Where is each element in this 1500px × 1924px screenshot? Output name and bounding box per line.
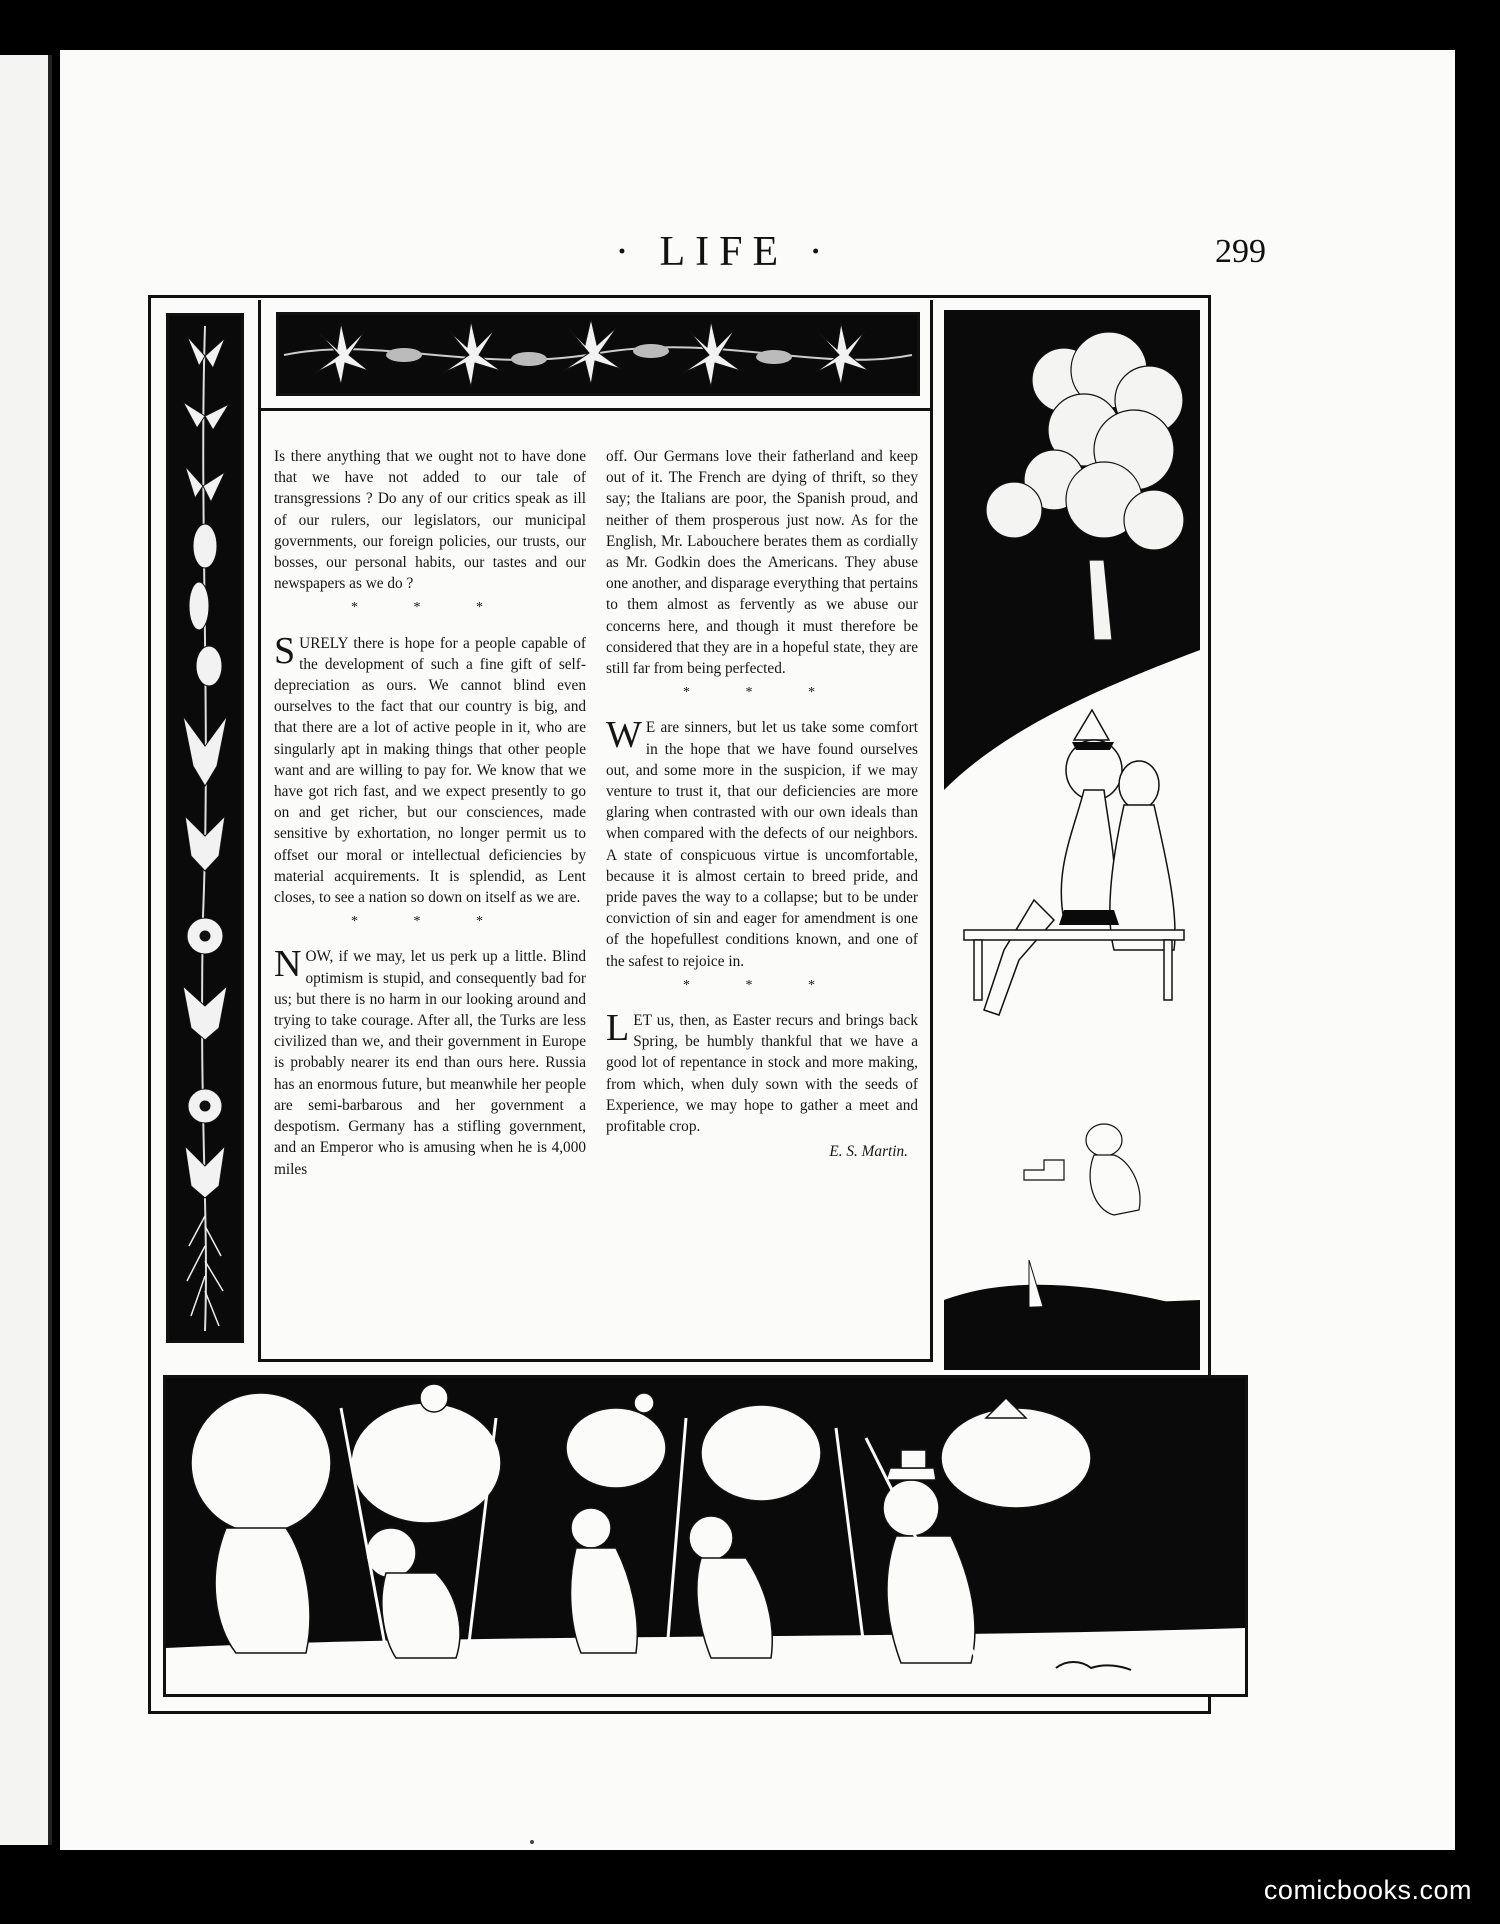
- page-speck: [530, 1840, 534, 1844]
- paragraph-text: Is there anything that we ought not to have done that we have not added to our tale of transgressions ? Do any of our critics speak as ill of our rulers, our legislators, our municipal governments, our foreign policies, our trusts, our bosses, our personal habits, our tastes and our newspapers as we do ?: [274, 448, 586, 593]
- drop-cap: W: [606, 714, 642, 757]
- marching-soldiers-with-packs-illustration: [163, 1375, 1248, 1697]
- marching-soldiers-icon: [166, 1378, 1245, 1694]
- paragraph-text: off. Our Germans love their fatherland and keep out of it. The French are dying of thrift, so they say; the Italians are poor, the Spanish proud, and neither of them prosperous just now. As for the English, Mr. Labouchere berates them as cordially as Mr. Godkin does the Americans. They abuse one another, and disparage everything that pertains to them almost as fervently as we abuse our concerns here, and though it must therefore be considered that they are in a hopeful state, they are still far from being perfected.: [606, 448, 918, 678]
- article-paragraph: [274, 629, 586, 909]
- article-paragraph: [274, 446, 586, 594]
- band-rule: [258, 408, 933, 411]
- lily-garland-icon: [279, 315, 917, 393]
- section-divider: * * *: [683, 685, 841, 701]
- section-divider: * * *: [351, 600, 509, 616]
- drop-cap: N: [274, 943, 302, 986]
- paragraph-text: ET us, then, as Easter recurs and brings back Spring, be humbly thankful that we have a good lot of repentance in stock and more making, from which, when duly sown with the seeds of Experience, we may hope to gather a meet and profitable crop.: [606, 1012, 918, 1136]
- article-paragraph: [606, 446, 918, 679]
- page-title: · LIFE ·: [615, 229, 833, 275]
- page-number: 299: [1215, 233, 1266, 270]
- drop-cap: L: [606, 1007, 630, 1050]
- article-paragraph: [606, 714, 918, 971]
- article-paragraph: [606, 1007, 918, 1137]
- paragraph-text: E are sinners, but let us take some comfort in the hope that we have found ourselves out, and some more in the suspicion, if we may venture to trust it, that our deficiencies are more glaring when contrasted with our own ideals than when compared with the defects of our neighbors. A state of conspicuous virtue is uncomfortable, because it is almost certain to breed pride, and pride paves the way to a collapse; but to be under conviction of sin and eager for amendment is one of the hopefullest conditions known, and one of the safest to rejoice in.: [606, 719, 918, 970]
- article-column-1: [274, 446, 586, 1180]
- section-divider: * * *: [683, 977, 841, 993]
- paragraph-text: OW, if we may, let us perk up a little. Blind optimism is stupid, and consequently bad for us; but there is no harm in our looking around and trying to take courage. After all, the Turks are less civilized than we, and their government in Europe is probably nearer its end than ours here. Russia has an enormous future, but meanwhile her people are semi-barbarous and her government a despotism. Germany has a stifling government, and an Emperor who is amusing when he is 4,000 miles: [274, 948, 586, 1178]
- lily-vine-icon: [169, 316, 241, 1340]
- section-divider: * * *: [351, 914, 509, 930]
- bench-scene-icon: [944, 310, 1200, 1370]
- lily-border-ornament: [166, 313, 244, 1343]
- paragraph-text: URELY there is hope for a people capable of the development of such a fine gift of self-depreciation as ours. We cannot blind even ourselves to the fact that our country is big, and that there are a lot of active people in it, who are singularly apt in making things that other people want and are willing to pay for. We know that we have got rich fast, and we expect presently to go on and get richer, but our consciences, made sensitive by exhortation, no longer permit us to offset our moral or intellectual deficiencies by material acquirements. It is splendid, as Lent closes, to see a nation so down on itself as we are.: [274, 634, 586, 907]
- uncle-sam-and-girl-on-bench-illustration: [944, 310, 1200, 1370]
- lily-band-ornament: [276, 312, 920, 396]
- article-paragraph: [274, 943, 586, 1179]
- watermark: comicbooks.com: [1263, 1875, 1472, 1905]
- article-column-2: [606, 446, 918, 1163]
- author-signature: E. S. Martin.: [829, 1143, 908, 1161]
- adjacent-page-edge: [0, 55, 52, 1845]
- drop-cap: S: [274, 629, 296, 672]
